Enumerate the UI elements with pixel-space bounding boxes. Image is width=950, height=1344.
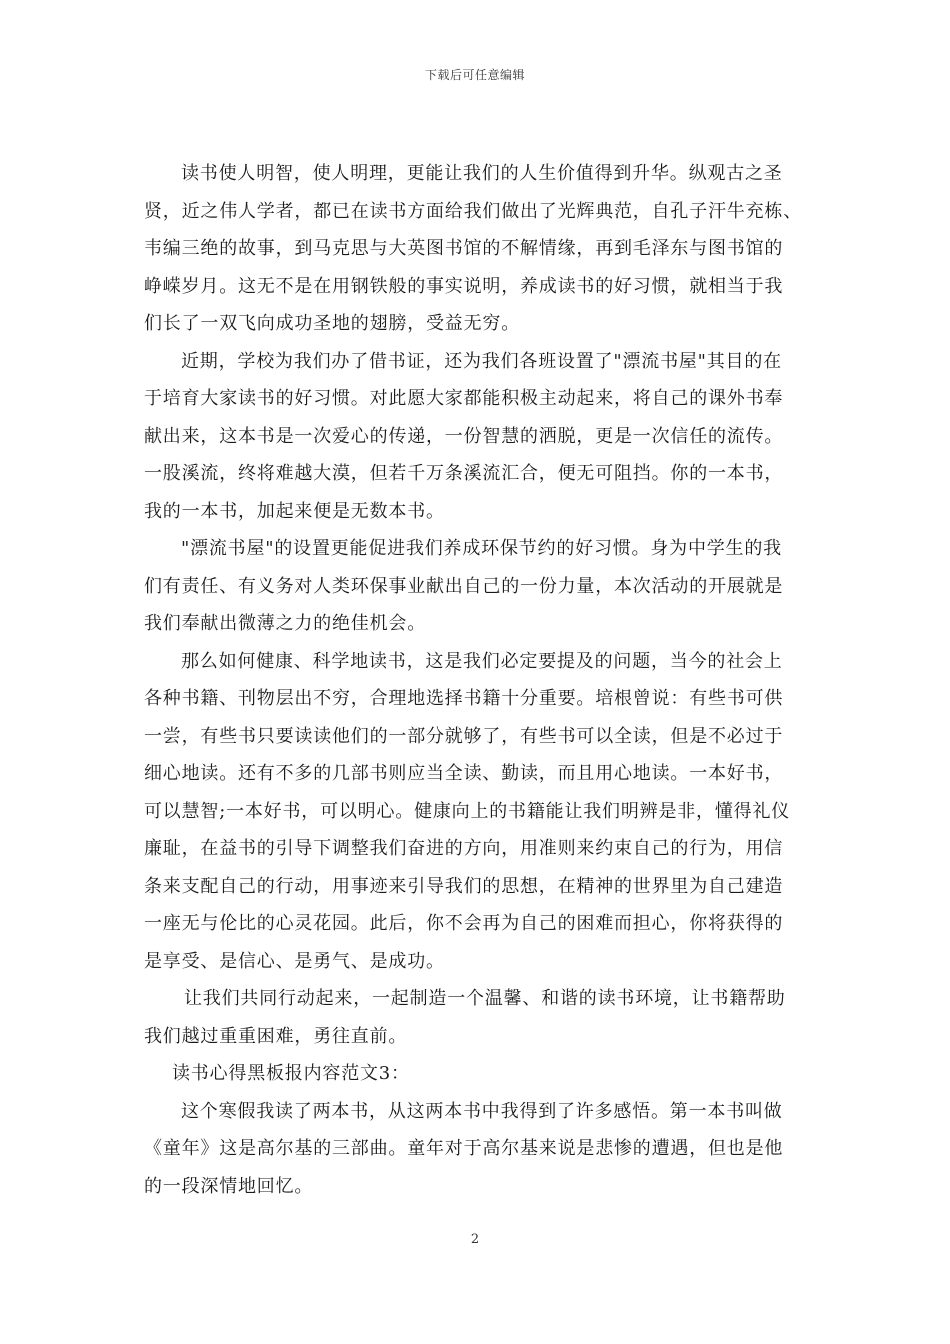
document-body (144, 155, 812, 1205)
page-number: 2 (470, 1232, 480, 1247)
text-line: 细心地读。还有不多的几部书则应当全读、勤读，而且用心地读。一本好书， (144, 763, 784, 784)
text-line: 廉耻，在益书的引导下调整我们奋进的方向，用准则来约束自己的行为，用信 (144, 838, 784, 859)
text-line: 那么如何健康、科学地读书，这是我们必定要提及的问题，当今的社会上 (181, 650, 783, 672)
text-line: 我们奉献出微薄之力的绝佳机会。 (144, 613, 426, 634)
text-line: 一座无与伦比的心灵花园。此后，你不会再为自己的困难而担心，你将获得的 (144, 913, 784, 934)
text-line: 一尝，有些书只要读读他们的一部分就够了，有些书可以全读，但是不必过于 (144, 725, 784, 747)
text-line: 峥嵘岁月。这无不是在用钢铁般的事实说明，养成读书的好习惯，就相当于我 (144, 275, 784, 297)
text-line: 条来支配自己的行动，用事迹来引导我们的思想，在精神的世界里为自己建造 (144, 875, 784, 897)
text-line: 读书使人明智，使人明理，更能让我们的人生价值得到升华。纵观古之圣 (181, 163, 783, 184)
text-line: 贤，近之伟人学者，都已在读书方面给我们做出了光辉典范，自孔子汗牛充栋、 (144, 200, 802, 222)
section-heading: 读书心得黑板报内容范文3： (172, 1063, 410, 1084)
text-line: 的一段深情地回忆。 (144, 1175, 314, 1197)
text-line: 一股溪流，终将难越大漠，但若千万条溪流汇合，便无可阻挡。你的一本书， (144, 463, 784, 484)
text-line: 各种书籍、刊物层出不穷，合理地选择书籍十分重要。培根曾说：有些书可供 (144, 688, 784, 709)
text-line: 让我们共同行动起来，一起制造一个温馨、和谐的读书环境，让书籍帮助 (184, 988, 786, 1009)
text-line: 于培育大家读书的好习惯。对此愿大家都能积极主动起来，将自己的课外书奉 (144, 388, 784, 409)
text-line: "漂流书屋"的设置更能促进我们养成环保节约的好习惯。身为中学生的我 (181, 538, 782, 559)
text-line: 韦编三绝的故事，到马克思与大英图书馆的不解情缘，再到毛泽东与图书馆的 (144, 238, 784, 259)
text-line: 我的一本书，加起来便是无数本书。 (144, 500, 445, 522)
text-line: 《童年》这是高尔基的三部曲。童年对于高尔基来说是悲惨的遭遇，但也是他 (144, 1138, 784, 1159)
text-line: 是享受、是信心、是勇气、是成功。 (144, 950, 445, 972)
text-line: 献出来，这本书是一次爱心的传递，一份智慧的洒脱，更是一次信任的流传。 (144, 425, 784, 447)
text-line: 我们越过重重困难，勇往直前。 (144, 1025, 408, 1047)
page-header: 下载后可任意编辑 (424, 68, 525, 82)
text-line: 可以慧智;一本好书，可以明心。健康向上的书籍能让我们明辨是非，懂得礼仪 (144, 800, 791, 822)
text-line: 近期，学校为我们办了借书证，还为我们各班设置了"漂流书屋"其目的在 (181, 350, 782, 372)
text-line: 们有责任、有义务对人类环保事业献出自己的一份力量，本次活动的开展就是 (144, 575, 784, 597)
text-line: 这个寒假我读了两本书，从这两本书中我得到了许多感悟。第一本书叫做 (181, 1100, 783, 1122)
text-line: 们长了一双飞向成功圣地的翅膀，受益无穷。 (144, 313, 520, 334)
